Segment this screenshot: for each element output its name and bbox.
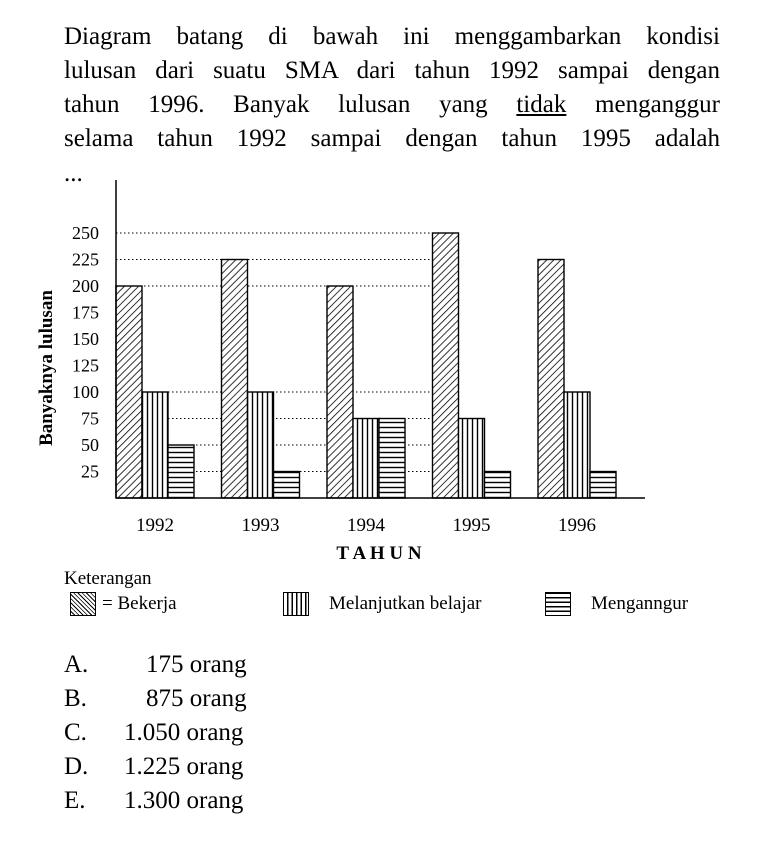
bar-1996-horizontal (590, 472, 616, 499)
x-tick-label: 1995 (452, 515, 491, 536)
bar-1995-vertical (459, 419, 485, 499)
legend-item-menganggur (545, 592, 688, 616)
option-e[interactable]: E. 1.300 orang (64, 787, 244, 814)
y-tick-label: 50 (81, 435, 99, 455)
y-tick-label: 150 (72, 329, 99, 349)
option-a[interactable]: A. 175 orang (64, 651, 247, 678)
y-tick-label: 225 (72, 249, 99, 270)
legend-swatch-vertical (283, 592, 309, 616)
question-line-3: tahun 1996. Banyak lulusan yang tidak menganggur (64, 91, 721, 118)
question-line-4: selama tahun 1992 sampai dengan tahun 1995 adalah (64, 125, 720, 152)
legend-label: Melanjutkan belajar (329, 593, 482, 614)
bar-1992-diagonal (116, 286, 142, 498)
option-c[interactable]: C. 1.050 orang (64, 719, 244, 746)
x-tick-label: 1996 (558, 515, 596, 536)
y-tick-label: 25 (81, 461, 99, 482)
bar-1994-vertical (353, 419, 379, 499)
bar-1994-horizontal (379, 419, 405, 499)
bar-1995-diagonal (433, 233, 459, 498)
bar-1996-vertical (564, 392, 590, 498)
x-tick-label: 1994 (347, 515, 385, 536)
bar-1992-horizontal (168, 445, 194, 498)
y-tick-label: 175 (72, 302, 99, 323)
legend-swatch-diagonal (70, 592, 96, 616)
question-line-1: Diagram batang di bawah ini menggambarkan kondisi (64, 23, 720, 50)
y-tick-label: 250 (72, 223, 99, 243)
answer-options (64, 648, 346, 818)
underlined-word: tidak (516, 91, 567, 118)
legend-item-bekerja (70, 592, 177, 616)
x-axis-label: T A H U N (336, 543, 422, 564)
bar-1995-horizontal (485, 472, 511, 499)
legend-title: Keterangan (64, 568, 152, 589)
y-tick-label: 125 (72, 355, 99, 376)
x-tick-label: 1992 (136, 515, 174, 536)
bar-1994-diagonal (327, 286, 353, 498)
y-axis-label: Banyaknya lulusan (36, 290, 57, 446)
question-ellipsis: ... (64, 160, 83, 187)
legend-label: = Bekerja (102, 593, 177, 614)
bar-1993-horizontal (274, 472, 300, 499)
legend-label: Menganngur (591, 593, 689, 614)
y-tick-label: 100 (72, 382, 99, 402)
bar-1996-diagonal (538, 260, 564, 499)
option-d[interactable]: D. 1.225 orang (64, 753, 244, 780)
y-tick-label: 75 (81, 408, 99, 429)
legend-item-melanjutkan (283, 592, 481, 616)
bar-1993-diagonal (222, 260, 248, 499)
question-line-2: lulusan dari suatu SMA dari tahun 1992 sampai dengan (64, 57, 720, 84)
legend-swatch-horizontal (545, 592, 571, 616)
option-b[interactable]: B. 875 orang (64, 685, 247, 712)
bar-1992-vertical (142, 392, 168, 498)
bar-1993-vertical (248, 392, 274, 498)
y-tick-label: 200 (72, 276, 99, 296)
x-tick-label: 1993 (241, 515, 280, 536)
